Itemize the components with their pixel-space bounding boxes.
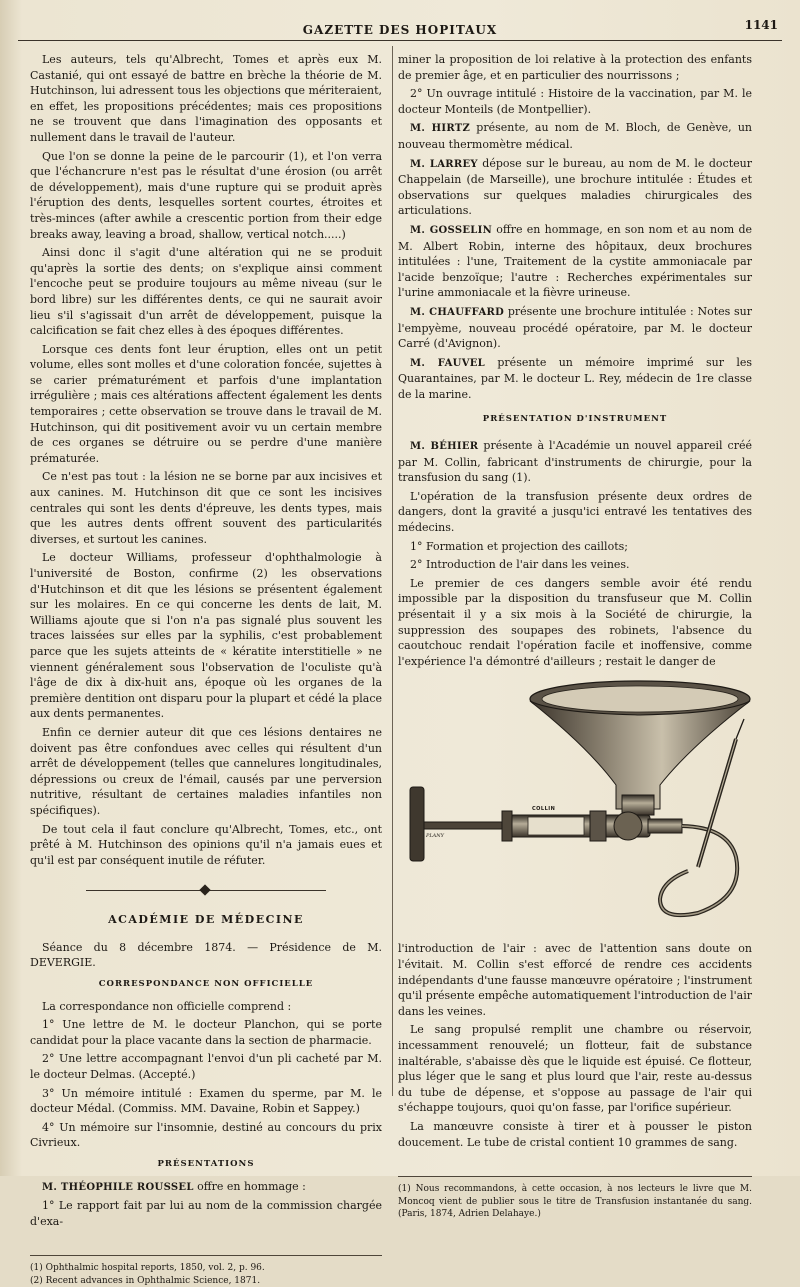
device-label: COLLIN xyxy=(532,806,556,813)
paragraph: L'opération de la transfusion présente deux ordres de dangers, dont la gravité a jusqu'ici entravé les tentatives des médecins. xyxy=(398,489,752,535)
paragraph: l'introduction de l'air : avec de l'attention sans doute on l'évitait. M. Collin s'est efforcé de rendre ces accidents indépendants d'une fausse manœuvre opératoire ; l'instrument qu'il présente empêche automatiquement l'introduction de l'air dans les veines. xyxy=(398,942,752,1018)
paragraph: 2° Un ouvrage intitulé : Histoire de la vaccination, par M. le docteur Monteils (de Montpellier). xyxy=(398,87,752,116)
entry xyxy=(398,156,752,219)
left-column xyxy=(30,52,382,1287)
speaker-name: M. BÉHIER xyxy=(410,441,479,453)
entry-text: présente une brochure intitulée : Notes sur l'empyème, nouveau procédé opératoire, par M. le docteur Carré (d'Avignon). xyxy=(398,304,752,351)
paragraph: 3° Un mémoire intitulé : Examen du sperme, par M. le docteur Médal. (Commiss. MM. Davaine, Robin et Sappey.) xyxy=(30,1086,382,1116)
paragraph: De tout cela il faut conclure qu'Albrecht, Tomes, etc., ont prêté à M. Hutchinson des opinions qu'il n'a jamais eues et qu'il est par conséquent inutile de réfuter. xyxy=(30,822,382,867)
speaker-name: M. HIRTZ xyxy=(410,123,471,135)
paragraph: 1° Une lettre de M. le docteur Planchon, qui se porte candidat pour la place vacante dans la section de pharmacie. xyxy=(30,1018,382,1047)
paragraph: Ce n'est pas tout : la lésion ne se borne par aux incisives et aux canines. M. Hutchinson dit que ce sont les incisives centrales qui sont les dents d'épreuve, les dents types, mais que les autres dents offrent souvent des particularités diverses, et surtout les canines. xyxy=(30,470,382,546)
paragraph: miner la proposition de loi relative à la protection des enfants de premier âge, et en particulier des nourrissons ; xyxy=(398,53,752,82)
column-rule xyxy=(392,46,393,1096)
entry-text: présente à l'Académie un nouvel appareil créé par M. Collin, fabricant d'instruments de chirurgie, pour la transfusion du sang (1). xyxy=(398,439,752,485)
footnote: (1) Nous recommandons, à cette occasion, à nos lecteurs le livre que M. Moncoq vient de publier sous le titre de Transfusion instantanée du sang. (Paris, 1874, Adrien Delahaye.) xyxy=(398,1184,752,1220)
paragraph: Les auteurs, tels qu'Albrecht, Tomes et après eux M. Castanié, qui ont essayé de battre en brèche la théorie de M. Hutchinson, lui adressent tous les objections que mériteraient, en effet, les propositions précédentes; mais ces propositions ne se trouvent que dans l'imagination des opposants et nullement dans le travail de l'auteur. xyxy=(30,53,382,144)
page-number: 1141 xyxy=(744,18,778,32)
entry-text: présente, au nom de M. Bloch, de Genève, un nouveau thermomètre médical. xyxy=(398,121,752,151)
paragraph: 2° Introduction de l'air dans les veines. xyxy=(410,558,630,572)
engraver-signature: PLANY xyxy=(426,833,444,840)
speaker-name: M. FAUVEL xyxy=(410,357,486,369)
footnotes xyxy=(30,1255,382,1287)
academy-title: ACADÉMIE DE MÉDECINE xyxy=(108,913,304,927)
entry xyxy=(398,222,752,301)
speaker-name: M. GOSSELIN xyxy=(410,224,493,236)
entry xyxy=(398,304,752,352)
paragraph: Le sang propulsé remplit une chambre ou réservoir, incessamment renouvelé; un flotteur, fait de substance inaltérable, s'abaisse dès que le liquide est épuisé. Ce flotteur, plus léger que le sang et plus lourd que l'air, reste au-dessus du tube de dépense, et s'oppose au passage de l'air qui s'échappe toujours, quoi qu'on fasse, par l'orifice supérieur. xyxy=(398,1023,752,1115)
entry-text: dépose sur le bureau, au nom de M. le docteur Chappelain (de Marseille), une brochure intitulée : Études et observations sur quelques maladies chirurgicales des articulations. xyxy=(398,156,752,218)
footnote: (1) Ophthalmic hospital reports, 1850, vol. 2, p. 96. xyxy=(30,1263,265,1274)
correspondence-heading: CORRESPONDANCE NON OFFICIELLE xyxy=(98,979,314,990)
presentations-heading: PRÉSENTATIONS xyxy=(157,1159,255,1169)
paragraph: 4° Un mémoire sur l'insomnie, destiné au concours du prix Civrieux. xyxy=(30,1120,382,1150)
paragraph: 1° Le rapport fait par lui au nom de la commission chargée d'exa- xyxy=(30,1199,382,1228)
entry xyxy=(398,438,752,486)
session-line: Séance du 8 décembre 1874. — Présidence de M. DEVERGIE. xyxy=(30,940,382,970)
speaker-name: M. LARREY xyxy=(410,158,478,170)
speaker-name: M. THÉOPHILE ROUSSEL xyxy=(42,1181,194,1193)
entry xyxy=(398,120,752,152)
paragraph: 2° Une lettre accompagnant l'envoi d'un pli cacheté par M. le docteur Delmas. (Accepté.) xyxy=(30,1052,382,1082)
paragraph: Ainsi donc il s'agit d'une altération qui ne se produit qu'après la sortie des dents; on s'explique ainsi comment l'encoche peut se produire toujours au même niveau (sur le bord libre) sur les différentes dents, ce qui ne saurait avoir lieu s'il s'agissait d'un arrêt de développement, puisque la calcification se fait chez elles à des époques différentes. xyxy=(30,246,382,338)
paragraph: La correspondance non officielle comprend : xyxy=(42,999,292,1013)
entry-text: offre en hommage, en son nom et au nom de M. Albert Robin, interne des hôpitaux, deux brochures intitulées : l'une, Traitement de la cystite ammoniacale par l'acide benzoïque; l'autre : Recherches expérimentales sur l'urine ammoniacale et la fièvre urineuse. xyxy=(398,222,752,300)
transfusion-apparatus-figure xyxy=(398,677,752,935)
paragraph: 1° Formation et projection des caillots; xyxy=(410,539,628,553)
right-column xyxy=(398,52,752,1221)
page-header xyxy=(18,14,782,41)
transfusion-apparatus-illustration xyxy=(398,677,752,935)
paragraph-text: offre en hommage : xyxy=(193,1179,306,1193)
entry xyxy=(398,355,752,403)
instrument-heading: PRÉSENTATION D'INSTRUMENT xyxy=(482,414,668,425)
paragraph: Le premier de ces dangers semble avoir été rendu impossible par la disposition du transfuseur que M. Collin présentait il y a six mois à la Société de chirurgie, la suppression des soupapes des robinets, l'absence du caoutchouc rendait l'opération facile et inoffensive, comme l'expérience l'a démontré d'ailleurs ; restait le danger de xyxy=(398,576,752,668)
paragraph: La manœuvre consiste à tirer et à pousser le piston doucement. Le tube de cristal contient 10 grammes de sang. xyxy=(398,1119,752,1149)
paragraph: Enfin ce dernier auteur dit que ces lésions dentaires ne doivent pas être confondues avec celles qui résultent d'un arrêt de développement (telles que cannelures longitudinales, dépressions ou creux de l'émail, causés par une perversion nutritive, résultant de certaines maladies infantiles non spécifiques). xyxy=(30,725,382,817)
entry-text: présente un mémoire imprimé sur les Quarantaines, par M. le docteur L. Rey, médecin de 1re classe de la marine. xyxy=(398,355,753,401)
speaker-name: M. CHAUFFARD xyxy=(410,306,505,318)
section-divider xyxy=(30,884,382,898)
footnote: (2) Recent advances in Ophthalmic Science, 1871. xyxy=(30,1275,261,1286)
paragraph: Que l'on se donne la peine de le parcourir (1), et l'on verra que l'échancrure n'est pas le résultat d'une érosion (ou arrêt de développement), mais d'une rupture qui se produit après l'éruption des dents, lesquelles sortent courtes, étroites et très-minces (after awhile a crescentic portion from their edge breaks away, leaving a broad, shallow, vertical notch.....) xyxy=(30,149,382,241)
journal-title: GAZETTE DES HOPITAUX xyxy=(302,23,498,37)
paragraph: Le docteur Williams, professeur d'ophthalmologie à l'université de Boston, confirme (2) les observations d'Hutchinson et dit que les lésions se présentent également sur les molaires. En ce qui concerne les dents de lait, M. Williams ajoute que si l'on n'a pas signalé plus souvent les traces laissées sur elles par la syphilis, c'est probablement parce que les sujets atteints de « kératite interstitielle » ne viennent généralement sous l'observation de l'oculiste qu'à l'âge de dix à dix-huit ans, époque où les organes de la première dentition ont disparu pour la plupart et cédé la place aux dents permanentes. xyxy=(30,551,382,721)
paragraph xyxy=(30,1179,382,1196)
paragraph: Lorsque ces dents font leur éruption, elles ont un petit volume, elles sont molles et d'une coloration foncée, sujettes à se carier prématurément et parfois d'une implantation irrégulière ; mais ces altérations affectent également les dents temporaires ; cette observation se trouve dans le travail de M. Hutchinson, qui dit positivement avoir vu un certain membre de ces organes se détruire ou se perdre d'une manière prématurée. xyxy=(30,342,382,465)
footnotes xyxy=(398,1176,752,1221)
